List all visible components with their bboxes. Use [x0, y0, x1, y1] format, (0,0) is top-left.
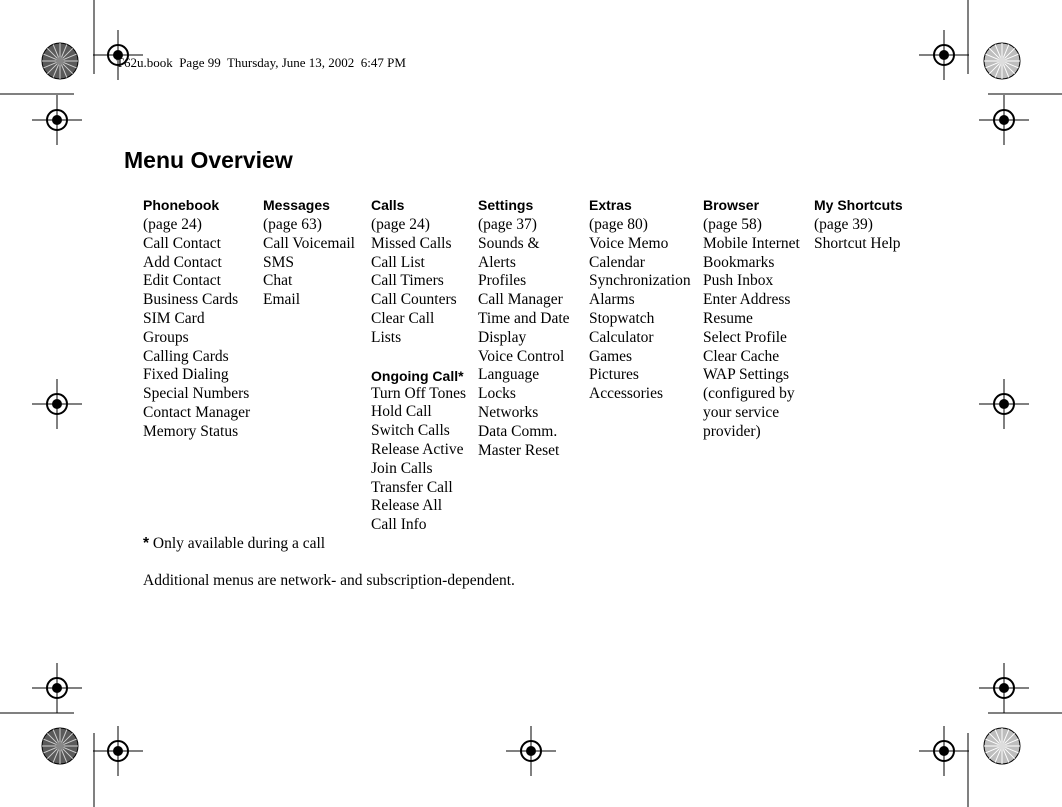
- ongoing-call-item: Release All: [371, 497, 443, 515]
- menu-item: Chat: [263, 272, 293, 290]
- menu-column-settings: [478, 196, 570, 460]
- menu-item: Alerts: [478, 253, 516, 271]
- footnote-text: Only available during a call: [152, 535, 326, 552]
- menu-column-browser: [703, 196, 800, 442]
- menu-item: Special Numbers: [143, 385, 250, 403]
- menu-item: Calendar: [589, 253, 645, 271]
- page-reference: (page 39): [814, 216, 873, 233]
- menu-item: Call List: [371, 253, 425, 271]
- additional-menus-note: Additional menus are network- and subscription-dependent.: [143, 572, 515, 589]
- column-heading: Phonebook: [143, 197, 220, 213]
- menu-item: WAP Settings: [703, 366, 789, 384]
- menu-item: Shortcut Help: [814, 234, 901, 252]
- page-reference: (page 58): [703, 216, 762, 233]
- ongoing-call-item: Switch Calls: [371, 422, 450, 440]
- menu-item: Locks: [478, 385, 516, 403]
- menu-item: Edit Contact: [143, 272, 221, 290]
- menu-item: Data Comm.: [478, 422, 558, 440]
- menu-item: Business Cards: [143, 291, 239, 309]
- menu-item: Sounds &: [478, 234, 540, 252]
- menu-item: Synchronization: [589, 272, 691, 290]
- menu-item: your service: [703, 403, 780, 421]
- menu-item: Memory Status: [143, 422, 239, 440]
- column-heading: Browser: [703, 197, 760, 213]
- menu-column-calls: [371, 196, 466, 535]
- menu-item: Mobile Internet: [703, 234, 800, 252]
- column-heading: Settings: [478, 197, 534, 213]
- menu-item: (configured by: [703, 385, 795, 403]
- menu-item: Bookmarks: [703, 253, 775, 271]
- page-reference: (page 24): [371, 216, 430, 233]
- menu-item: Resume: [703, 309, 753, 327]
- column-heading: Messages: [263, 197, 330, 213]
- menu-item: Missed Calls: [371, 234, 452, 252]
- page-reference: (page 37): [478, 216, 537, 233]
- menu-item: Add Contact: [143, 253, 222, 271]
- ongoing-call-item: Transfer Call: [371, 478, 453, 496]
- menu-item: Alarms: [589, 291, 635, 309]
- book-info-header: T62u.book Page 99 Thursday, June 13, 2002 6:47 PM: [116, 55, 406, 70]
- menu-item: Calling Cards: [143, 347, 229, 365]
- menu-column-phonebook: [143, 196, 250, 442]
- menu-item: Pictures: [589, 366, 639, 384]
- menu-item: Lists: [371, 328, 402, 346]
- menu-item: Call Timers: [371, 272, 444, 290]
- menu-item: Enter Address: [703, 291, 791, 309]
- column-heading: Calls: [371, 197, 405, 213]
- menu-item: Call Voicemail: [263, 234, 355, 252]
- footnote: [143, 534, 325, 553]
- menu-item: Profiles: [478, 272, 527, 290]
- menu-item: Networks: [478, 403, 539, 421]
- menu-item: Language: [478, 366, 540, 384]
- menu-column-messages: [263, 196, 355, 310]
- page-reference: (page 63): [263, 216, 322, 233]
- ongoing-call-item: Hold Call: [371, 403, 432, 421]
- menu-item: Accessories: [589, 385, 664, 403]
- ongoing-call-heading: Ongoing Call*: [371, 367, 464, 384]
- menu-item: SMS: [263, 253, 295, 271]
- menu-item: Fixed Dialing: [143, 366, 229, 384]
- menu-item: Call Counters: [371, 291, 457, 309]
- ongoing-call-item: Release Active: [371, 440, 464, 458]
- menu-item: Stopwatch: [589, 309, 655, 327]
- menu-item: Games: [589, 347, 633, 365]
- menu-item: Call Contact: [143, 234, 221, 252]
- menu-item: SIM Card: [143, 309, 205, 327]
- menu-item: Email: [263, 291, 301, 309]
- page-reference: (page 24): [143, 216, 202, 233]
- menu-item: Master Reset: [478, 441, 560, 459]
- ongoing-call-item: Call Info: [371, 516, 427, 534]
- menu-item: Display: [478, 328, 527, 346]
- page-title: Menu Overview: [124, 147, 293, 173]
- column-heading: Extras: [589, 197, 632, 213]
- menu-item: Contact Manager: [143, 403, 251, 421]
- ongoing-call-item: Join Calls: [371, 459, 433, 477]
- ongoing-call-item: Turn Off Tones: [371, 384, 467, 402]
- menu-column-my-shortcuts: [814, 196, 903, 254]
- menu-item: Voice Memo: [589, 234, 669, 252]
- menu-item: Groups: [143, 328, 189, 346]
- footnote-asterisk: *: [143, 535, 150, 552]
- menu-column-extras: [589, 196, 691, 404]
- menu-item: Call Manager: [478, 291, 563, 309]
- menu-item: Voice Control: [478, 347, 565, 365]
- menu-item: Clear Cache: [703, 347, 780, 365]
- menu-item: Calculator: [589, 328, 654, 346]
- menu-item: Select Profile: [703, 328, 787, 346]
- menu-item: provider): [703, 422, 761, 440]
- menu-item: Push Inbox: [703, 272, 774, 290]
- column-heading: My Shortcuts: [814, 197, 903, 213]
- menu-item: Clear Call: [371, 309, 435, 327]
- page-reference: (page 80): [589, 216, 648, 233]
- menu-item: Time and Date: [478, 309, 570, 327]
